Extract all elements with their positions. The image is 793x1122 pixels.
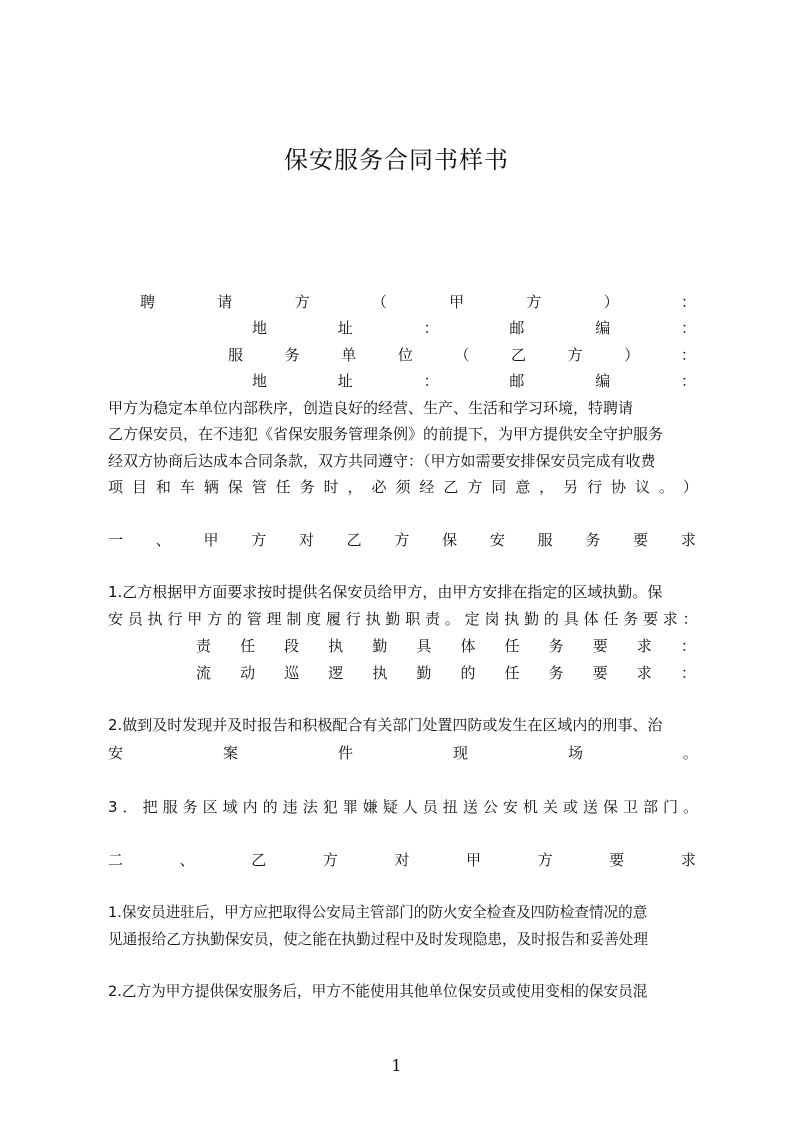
spread-char: 求 xyxy=(680,531,696,549)
spread-char: 定 xyxy=(464,610,480,628)
spread-char: 制 xyxy=(286,610,302,628)
spread-char: 岗 xyxy=(484,610,500,628)
spread-char: 安 xyxy=(502,798,518,816)
spread-char: 执 xyxy=(147,610,163,628)
spread-char: 。 xyxy=(682,798,698,816)
spread-char: 求 xyxy=(662,610,678,628)
spread-char: 甲 xyxy=(466,851,482,869)
intro-line-2: 乙方保安员，在不违犯《省保安服务管理条例》的前提下，为甲方提供安全守护服务 xyxy=(108,425,664,443)
spread-char: 勤 xyxy=(524,610,540,628)
spread-char: 服 xyxy=(228,346,244,364)
spread-char: 员 xyxy=(422,798,438,816)
spread-char: ： xyxy=(423,372,439,390)
spread-char: 送 xyxy=(462,798,478,816)
spread-char: 体 xyxy=(583,610,599,628)
spread-char: 的 xyxy=(460,664,476,682)
spread-char: 卫 xyxy=(622,798,638,816)
spread-char: 址 xyxy=(337,319,353,337)
spread-char: ： xyxy=(680,346,696,364)
spread-char: 同 xyxy=(491,478,507,496)
spread-char: 员 xyxy=(127,610,143,628)
spread-char: 案 xyxy=(222,744,238,762)
spread-char: 乙 xyxy=(511,346,527,364)
party-line-address-a xyxy=(252,315,696,341)
spread-char: 内 xyxy=(242,798,258,816)
spread-char: 具 xyxy=(563,610,579,628)
spread-char: 对 xyxy=(298,531,314,549)
spread-char: 方 xyxy=(567,346,583,364)
spread-char: 场 xyxy=(567,744,583,762)
spread-char: 。 xyxy=(658,478,674,496)
spread-char: 协 xyxy=(611,478,627,496)
spread-char: 乙 xyxy=(443,478,459,496)
spread-char: 要 xyxy=(592,637,608,655)
spread-char: 勤 xyxy=(416,664,432,682)
spread-char: （ xyxy=(371,293,387,311)
spread-char: 管 xyxy=(251,478,267,496)
spread-char: 位 xyxy=(397,346,413,364)
document-title: 保安服务合同书样书 xyxy=(284,146,509,174)
spread-char: ： xyxy=(423,319,439,337)
spread-char: 务 xyxy=(548,664,564,682)
spread-char: ： xyxy=(682,610,698,628)
spread-char: 门 xyxy=(662,798,678,816)
spread-char: ， xyxy=(539,478,555,496)
spread-char: 方 xyxy=(526,293,542,311)
spread-char: 行 xyxy=(587,478,603,496)
spread-char: 单 xyxy=(341,346,357,364)
party-line-service-unit xyxy=(228,342,696,368)
spread-char: 项 xyxy=(108,478,124,496)
spread-char: 任 xyxy=(240,637,256,655)
spread-char: 行 xyxy=(345,610,361,628)
spread-char: 的 xyxy=(543,610,559,628)
spread-char: 辆 xyxy=(203,478,219,496)
spread-char: 3 xyxy=(108,798,118,816)
spread-char: 嫌 xyxy=(362,798,378,816)
spread-char: 甲 xyxy=(203,531,219,549)
spread-char: 执 xyxy=(372,664,388,682)
spread-char: 编 xyxy=(595,372,611,390)
spread-char: 、 xyxy=(155,531,171,549)
item3-line xyxy=(108,794,698,820)
spread-char: 理 xyxy=(266,610,282,628)
spread-char: 违 xyxy=(282,798,298,816)
spread-char: 任 xyxy=(275,478,291,496)
spread-char: 疑 xyxy=(382,798,398,816)
item1-line-4 xyxy=(196,660,696,686)
spread-char: 另 xyxy=(563,478,579,496)
spread-char: 管 xyxy=(246,610,262,628)
spread-char: 经 xyxy=(419,478,435,496)
spread-char: 务 xyxy=(623,610,639,628)
section-heading-1 xyxy=(108,527,696,553)
spread-char: 地 xyxy=(252,372,268,390)
spread-char: 具 xyxy=(416,637,432,655)
spread-char: 任 xyxy=(603,610,619,628)
spread-char: 人 xyxy=(402,798,418,816)
spread-char: 方 xyxy=(207,610,223,628)
spread-char: 方 xyxy=(251,531,267,549)
spread-char: 要 xyxy=(609,851,625,869)
spread-char: 的 xyxy=(226,610,242,628)
spread-char: 。 xyxy=(444,610,460,628)
spread-char: 编 xyxy=(595,319,611,337)
spread-char: 服 xyxy=(537,531,553,549)
spread-char: 流 xyxy=(196,664,212,682)
spread-char: 安 xyxy=(489,531,505,549)
spread-char: ： xyxy=(680,664,696,682)
spread-char: 巡 xyxy=(284,664,300,682)
spread-char: 方 xyxy=(537,851,553,869)
spread-char: ） xyxy=(603,293,619,311)
spread-char: 方 xyxy=(322,851,338,869)
spread-char: 勤 xyxy=(385,610,401,628)
spread-char: 务 xyxy=(585,531,601,549)
spread-char: ． xyxy=(122,798,138,816)
spread-char: ： xyxy=(680,293,696,311)
spread-char: 邮 xyxy=(509,372,525,390)
party-line-address-b xyxy=(252,368,696,394)
spread-char: 、 xyxy=(179,851,195,869)
spread-char: 务 xyxy=(299,478,315,496)
spread-char: ： xyxy=(680,319,696,337)
spread-char: 安 xyxy=(108,744,124,762)
spread-char: 意 xyxy=(515,478,531,496)
spread-char: 地 xyxy=(252,319,268,337)
spread-char: 和 xyxy=(155,478,171,496)
item1-line-2 xyxy=(108,606,698,632)
item1-line-3 xyxy=(196,633,696,659)
party-line-employer xyxy=(140,289,696,315)
spread-char: 部 xyxy=(642,798,658,816)
spread-char: 聘 xyxy=(140,293,156,311)
spread-char: 要 xyxy=(592,664,608,682)
spread-char: 务 xyxy=(548,637,564,655)
spread-char: 必 xyxy=(371,478,387,496)
spread-char: 须 xyxy=(395,478,411,496)
spread-char: 扭 xyxy=(442,798,458,816)
item4-line-2: 见通报给乙方执勤保安员，使之能在执勤过程中及时发现隐患，及时报告和妥善处理 xyxy=(108,931,648,948)
spread-char: 行 xyxy=(167,610,183,628)
page-number: 1 xyxy=(391,1056,402,1075)
spread-char: 务 xyxy=(182,798,198,816)
spread-char: 动 xyxy=(240,664,256,682)
spread-char: ， xyxy=(347,478,363,496)
item2-line-1: 2.做到及时发现并及时报告和积极配合有关部门处置四防或发生在区域内的刑事、治 xyxy=(108,716,663,734)
spread-char: 犯 xyxy=(322,798,338,816)
spread-char: 域 xyxy=(222,798,238,816)
spread-char: 邮 xyxy=(509,319,525,337)
spread-char: 体 xyxy=(460,637,476,655)
spread-char: 的 xyxy=(262,798,278,816)
spread-char: 任 xyxy=(504,637,520,655)
spread-char: （ xyxy=(454,346,470,364)
spread-char: 车 xyxy=(179,478,195,496)
intro-line-1: 甲方为稳定本单位内部秩序，创造良好的经营、生产、生活和学习环境，特聘请 xyxy=(108,399,634,417)
spread-char: 执 xyxy=(328,637,344,655)
spread-char: 乙 xyxy=(346,531,362,549)
spread-char: 任 xyxy=(504,664,520,682)
spread-char: 保 xyxy=(227,478,243,496)
spread-char: ： xyxy=(680,372,696,390)
spread-char: 一 xyxy=(108,531,124,549)
spread-char: 职 xyxy=(405,610,421,628)
item4-line-1: 1.保安员进驻后，甲方应把取得公安局主管部门的防火安全检查及四防检查情况的意 xyxy=(108,904,648,921)
item1-line-1: 1.乙方根据甲方面要求按时提供名保安员给甲方，由甲方安排在指定的区域执勤。保 xyxy=(108,583,663,601)
spread-char: 乙 xyxy=(251,851,267,869)
spread-char: 求 xyxy=(636,664,652,682)
spread-char: 求 xyxy=(636,637,652,655)
spread-char: 。 xyxy=(682,744,698,762)
spread-char: 把 xyxy=(142,798,158,816)
spread-char: 关 xyxy=(542,798,558,816)
spread-char: 求 xyxy=(680,851,696,869)
spread-char: 履 xyxy=(325,610,341,628)
spread-char: 逻 xyxy=(328,664,344,682)
spread-char: 区 xyxy=(202,798,218,816)
spread-char: 方 xyxy=(394,531,410,549)
intro-line-3: 经双方协商后达成本合同条款，双方共同遵守：（甲方如需要安排保安员完成有收费 xyxy=(108,452,656,470)
spread-char: ： xyxy=(680,637,696,655)
spread-char: 二 xyxy=(108,851,124,869)
intro-line-4 xyxy=(108,474,698,500)
spread-char: 执 xyxy=(365,610,381,628)
spread-char: 对 xyxy=(394,851,410,869)
spread-char: 机 xyxy=(522,798,538,816)
spread-char: 甲 xyxy=(449,293,465,311)
spread-char: 公 xyxy=(482,798,498,816)
spread-char: 度 xyxy=(306,610,322,628)
spread-char: 请 xyxy=(217,293,233,311)
spread-char: 方 xyxy=(294,293,310,311)
spread-char: 服 xyxy=(162,798,178,816)
spread-char: 责 xyxy=(196,637,212,655)
spread-char: 或 xyxy=(562,798,578,816)
spread-char: 务 xyxy=(284,346,300,364)
spread-char: 保 xyxy=(602,798,618,816)
spread-char: 执 xyxy=(504,610,520,628)
spread-char: 址 xyxy=(337,372,353,390)
spread-char: 要 xyxy=(642,610,658,628)
spread-char: 安 xyxy=(108,610,124,628)
item2-line-2 xyxy=(108,740,698,766)
spread-char: 责 xyxy=(425,610,441,628)
section-heading-2 xyxy=(108,847,696,873)
spread-char: ） xyxy=(682,478,698,496)
spread-char: 方 xyxy=(467,478,483,496)
spread-char: 段 xyxy=(284,637,300,655)
spread-char: 要 xyxy=(633,531,649,549)
spread-char: 目 xyxy=(131,478,147,496)
spread-char: 议 xyxy=(634,478,650,496)
spread-char: ） xyxy=(624,346,640,364)
spread-char: 现 xyxy=(452,744,468,762)
item5-line-1: 2.乙方为甲方提供保安服务后，甲方不能使用其他单位保安员或使用变相的保安员混 xyxy=(108,983,648,1000)
spread-char: 勤 xyxy=(372,637,388,655)
spread-char: 保 xyxy=(442,531,458,549)
spread-char: 法 xyxy=(302,798,318,816)
spread-char: 送 xyxy=(582,798,598,816)
spread-char: 件 xyxy=(337,744,353,762)
spread-char: 甲 xyxy=(187,610,203,628)
spread-char: 罪 xyxy=(342,798,358,816)
spread-char: 时 xyxy=(323,478,339,496)
